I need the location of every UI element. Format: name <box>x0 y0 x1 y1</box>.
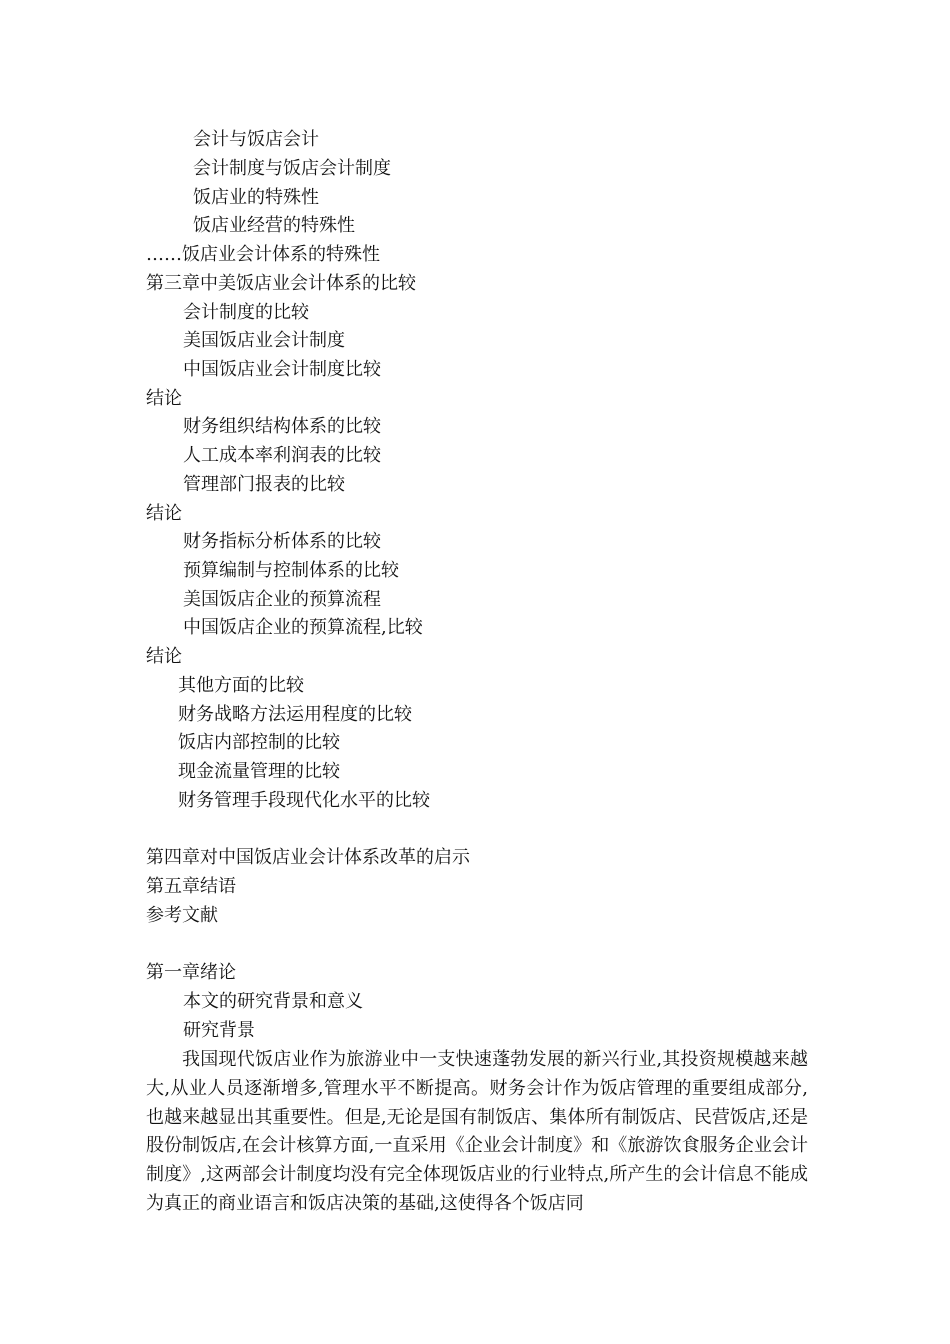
toc-item: 财务组织结构体系的比较 <box>183 416 381 437</box>
toc-item: 会计制度与饭店会计制度 <box>193 158 391 179</box>
toc-item: 美国饭店业会计制度 <box>183 330 345 351</box>
toc-chapter-heading: 参考文献 <box>146 905 218 926</box>
toc-chapter-heading: 第三章中美饭店业会计体系的比较 <box>146 273 416 294</box>
toc-item: 饭店业经营的特殊性 <box>193 215 355 236</box>
toc-item: 中国饭店企业的预算流程,比较 <box>183 617 423 638</box>
toc-chapter-heading: 第五章结语 <box>146 876 236 897</box>
toc-item: 人工成本率利润表的比较 <box>183 445 381 466</box>
toc-item: 其他方面的比较 <box>178 675 304 696</box>
subsection-heading: 研究背景 <box>183 1020 255 1041</box>
section-heading: 本文的研究背景和意义 <box>183 991 363 1012</box>
toc-item: 美国饭店企业的预算流程 <box>183 589 381 610</box>
toc-item: 财务指标分析体系的比较 <box>183 531 381 552</box>
toc-item: 财务管理手段现代化水平的比较 <box>178 790 430 811</box>
body-paragraph: 我国现代饭店业作为旅游业中一支快速蓬勃发展的新兴行业,其投资规模越来越大,从业人员逐渐增多,管理水平不断提高。财务会计作为饭店管理的重要组成部分,也越来越显出其重要性。但是,无论是国有制饭店、集体所有制饭店、民营饭店,还是股份制饭店,在会计核算方面,一直采用《企业会计制度》和《旅游饮食服务企业会计制度》,这两部会计制度均没有完全体现饭店业的行业特点,所产生的会计信息不能成为真正的商业语言和饭店决策的基础,这使得各个饭店同 <box>146 1049 808 1214</box>
toc-item: 现金流量管理的比较 <box>178 761 340 782</box>
toc-item: 会计制度的比较 <box>183 302 309 323</box>
toc-item: 结论 <box>146 646 182 667</box>
toc-item: 预算编制与控制体系的比较 <box>183 560 399 581</box>
chapter-heading: 第一章绪论 <box>146 962 236 983</box>
toc-item: 结论 <box>146 388 182 409</box>
toc-item: ……饭店业会计体系的特殊性 <box>146 244 380 265</box>
toc-item: 中国饭店业会计制度比较 <box>183 359 381 380</box>
toc-item: 饭店业的特殊性 <box>193 187 319 208</box>
toc-item: 财务战略方法运用程度的比较 <box>178 704 412 725</box>
toc-item: 结论 <box>146 503 182 524</box>
toc-item: 管理部门报表的比较 <box>183 474 345 495</box>
toc-chapter-heading: 第四章对中国饭店业会计体系改革的启示 <box>146 847 470 868</box>
toc-item: 会计与饭店会计 <box>193 129 319 150</box>
toc-item: 饭店内部控制的比较 <box>178 732 340 753</box>
